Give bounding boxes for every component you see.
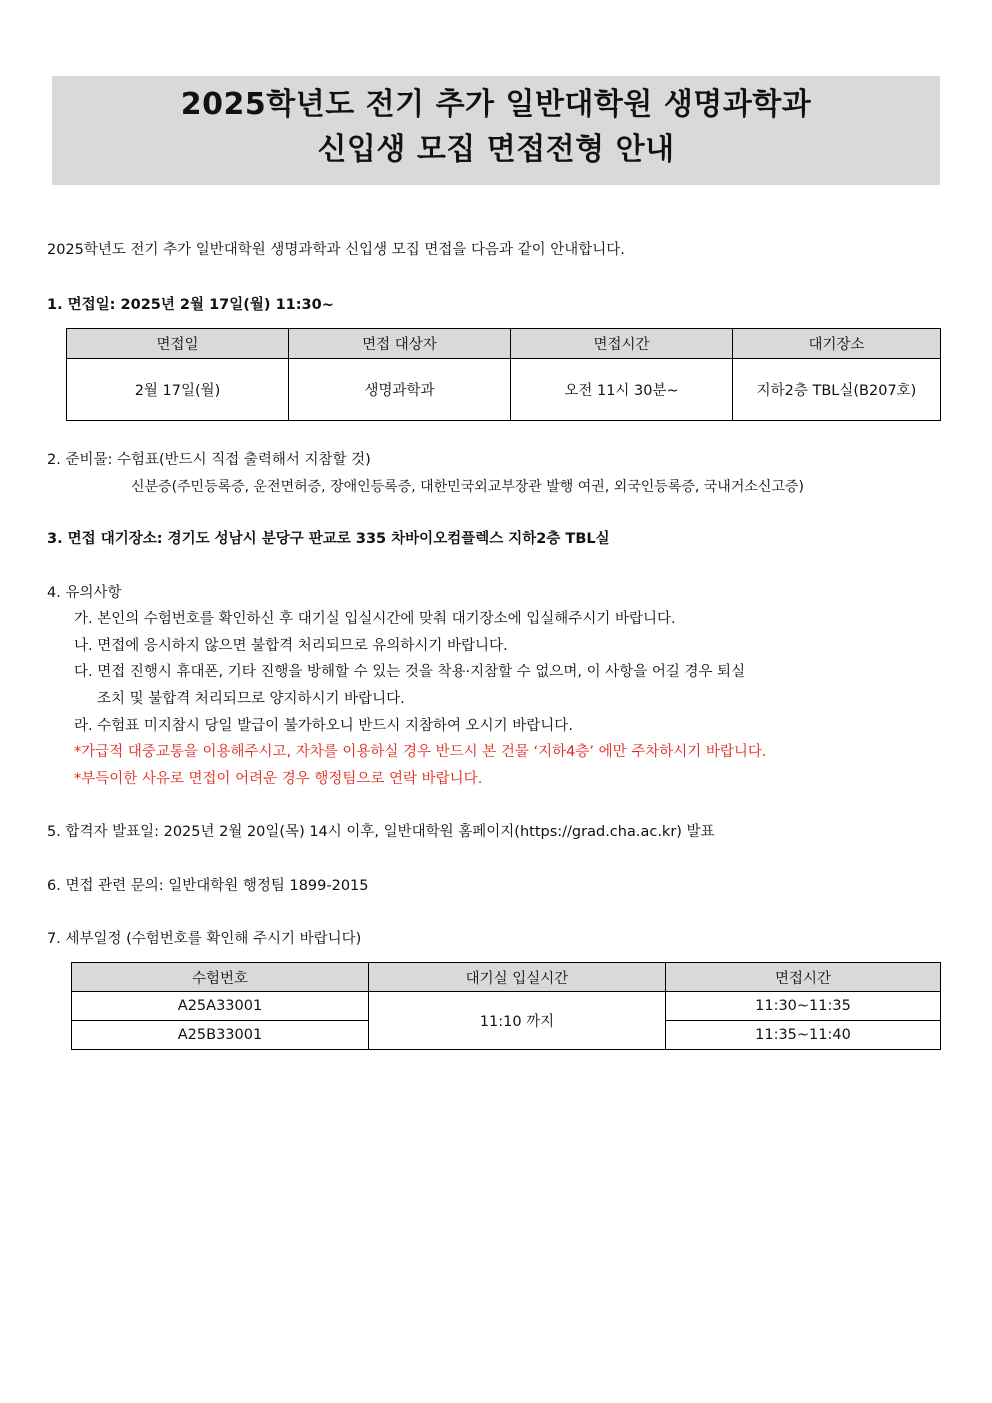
schedule-table	[71, 962, 941, 1050]
title-banner	[52, 76, 940, 185]
header-cell: 면접 대상자	[289, 329, 511, 359]
table-cell: 2월 17일(월)	[67, 359, 289, 421]
notice-item: 다. 면접 진행시 휴대폰, 기타 진행을 방해할 수 있는 것을 착용·지참할 수 없으며, 이 사항을 어길 경우 퇴실	[74, 664, 746, 680]
notice-item: 조치 및 불합격 처리되므로 양지하시기 바랍니다.	[97, 691, 405, 707]
section7-heading: 7. 세부일정 (수험번호를 확인해 주시기 바랍니다)	[47, 931, 362, 947]
interview-table	[66, 328, 941, 421]
section5-text: 5. 합격자 발표일: 2025년 2월 20일(목) 14시 이후, 일반대학원 홈페이지(https://grad.cha.ac.kr) 발표	[47, 824, 715, 840]
table-cell: 생명과학과	[289, 359, 511, 421]
notice-item: 가. 본인의 수험번호를 확인하신 후 대기실 입실시간에 맞춰 대기장소에 입실해주시기 바랍니다.	[74, 611, 676, 627]
header-cell: 대기실 입실시간	[369, 963, 666, 992]
notice-note: *가급적 대중교통을 이용해주시고, 자차를 이용하실 경우 반드시 본 건물 ‘지하4층’ 에만 주차하시기 바랍니다.	[74, 744, 767, 760]
waiting-time-cell: 11:10 까지	[369, 992, 666, 1050]
table-cell: 오전 11시 30분~	[511, 359, 733, 421]
header-cell: 면접시간	[666, 963, 941, 992]
notice-item: 라. 수험표 미지참시 당일 발급이 불가하오니 반드시 지참하여 오시기 바랍니다.	[74, 718, 573, 734]
section4-heading: 4. 유의사항	[47, 585, 122, 601]
section1-heading: 1. 면접일: 2025년 2월 17일(월) 11:30~	[47, 297, 334, 313]
table-cell: 11:35~11:40	[666, 1021, 941, 1050]
table-header-row	[72, 963, 941, 992]
section6-text: 6. 면접 관련 문의: 일반대학원 행정팀 1899-2015	[47, 878, 369, 894]
page-subtitle: 신입생 모집 면접전형 안내	[317, 132, 675, 167]
section3-text: 3. 면접 대기장소: 경기도 성남시 분당구 판교로 335 차바이오컴플렉스 지하2층 TBL실	[47, 531, 610, 547]
table-cell: 지하2층 TBL실(B207호)	[733, 359, 941, 421]
table-cell: 11:30~11:35	[666, 992, 941, 1021]
header-cell: 면접시간	[511, 329, 733, 359]
table-cell: A25A33001	[72, 992, 369, 1021]
table-row	[67, 359, 941, 421]
header-cell: 수험번호	[72, 963, 369, 992]
intro-text: 2025학년도 전기 추가 일반대학원 생명과학과 신입생 모집 면접을 다음과 같이 안내합니다.	[47, 242, 625, 258]
table-header-row	[67, 329, 941, 359]
page-title: 2025학년도 전기 추가 일반대학원 생명과학과	[180, 87, 812, 122]
notice-note: *부득이한 사유로 면접이 어려운 경우 행정팀으로 연락 바랍니다.	[74, 771, 483, 787]
header-cell: 면접일	[67, 329, 289, 359]
section2-line1: 2. 준비물: 수험표(반드시 직접 출력해서 지참할 것)	[47, 452, 371, 468]
header-cell: 대기장소	[733, 329, 941, 359]
section2-line2: 신분증(주민등록증, 운전면허증, 장애인등록증, 대한민국외교부장관 발행 여권, 외국인등록증, 국내거소신고증)	[131, 479, 804, 495]
notice-item: 나. 면접에 응시하지 않으면 불합격 처리되므로 유의하시기 바랍니다.	[74, 638, 508, 654]
table-cell: A25B33001	[72, 1021, 369, 1050]
table-row	[72, 992, 941, 1021]
